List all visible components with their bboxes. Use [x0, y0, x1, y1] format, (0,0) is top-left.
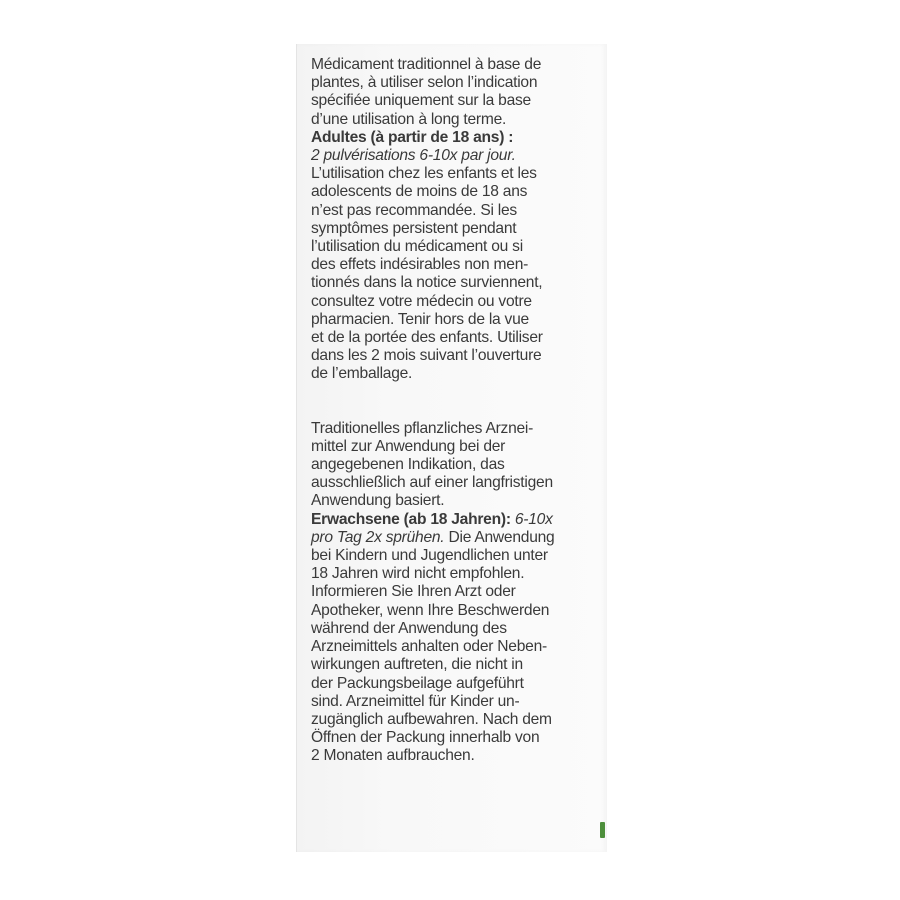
text-line: wirkungen auftreten, die nicht in	[311, 656, 523, 674]
text-line: de l’emballage.	[311, 365, 413, 383]
german-section	[311, 420, 603, 766]
text-line: sind. Arzneimittel für Kinder un-	[311, 692, 520, 710]
text-line: dans les 2 mois suivant l’ouverture	[311, 347, 542, 365]
text-line: zugänglich aufbewahren. Nach dem	[311, 710, 552, 728]
text-line: Traditionelles pflanzliches Arznei-	[311, 419, 534, 437]
text-line: 2 Monaten aufbrauchen.	[311, 747, 475, 765]
leaflet-text	[311, 56, 603, 766]
dosage-heading: Adultes (à partir de 18 ans) :	[311, 128, 514, 146]
text-line: tionnés dans la notice surviennent,	[311, 274, 543, 292]
text-line: mittel zur Anwendung bei der	[311, 437, 506, 455]
text-line: L’utilisation chez les enfants et les	[311, 165, 537, 183]
dosage-line	[311, 511, 603, 529]
dosage-line	[311, 529, 603, 547]
text-line: consultez votre médecin ou votre	[311, 292, 532, 310]
text-line: Öffnen der Packung innerhalb von	[311, 729, 540, 747]
text-line: d’une utilisation à long terme.	[311, 110, 507, 128]
text-fragment: Die Anwendung	[444, 528, 555, 546]
text-line: angegebenen Indikation, das	[311, 456, 505, 474]
french-section	[311, 56, 603, 384]
text-line: ausschließlich auf einer langfristigen	[311, 474, 553, 492]
text-line: bei Kindern und Jugendlichen unter	[311, 547, 548, 565]
green-edge-mark	[600, 822, 605, 838]
dosage-heading: Erwachsene (ab 18 Jahren):	[311, 510, 511, 528]
text-line: Anwendung basiert.	[311, 492, 445, 510]
text-line: et de la portée des enfants. Utiliser	[311, 329, 543, 347]
text-line: der Packungsbeilage aufgeführt	[311, 674, 524, 692]
text-line: plantes, à utiliser selon l’indication	[311, 74, 538, 92]
text-line: 18 Jahren wird nicht empfohlen.	[311, 565, 525, 583]
text-line: spécifiée uniquement sur la base	[311, 92, 531, 110]
text-line: Informieren Sie Ihren Arzt oder	[311, 583, 516, 601]
text-line: adolescents de moins de 18 ans	[311, 183, 528, 201]
dosage-text: 6-10x	[514, 510, 553, 528]
text-line: n’est pas recommandée. Si les	[311, 201, 517, 219]
text-line: Apotheker, wenn Ihre Beschwerden	[311, 601, 550, 619]
dosage-text: pro Tag 2x sprühen.	[311, 528, 445, 546]
dosage-text: 2 pulvérisations 6-10x par jour.	[311, 147, 516, 165]
text-line: pharmacien. Tenir hors de la vue	[311, 310, 529, 328]
section-spacer	[311, 384, 603, 420]
text-line: Arzneimittels anhalten oder Neben-	[311, 638, 547, 656]
text-line: Médicament traditionnel à base de	[311, 56, 542, 73]
text-line: symptômes persistent pendant	[311, 219, 517, 237]
text-line: des effets indésirables non men-	[311, 256, 529, 274]
text-line: während der Anwendung des	[311, 619, 507, 637]
text-line: l’utilisation du médicament ou si	[311, 238, 523, 256]
